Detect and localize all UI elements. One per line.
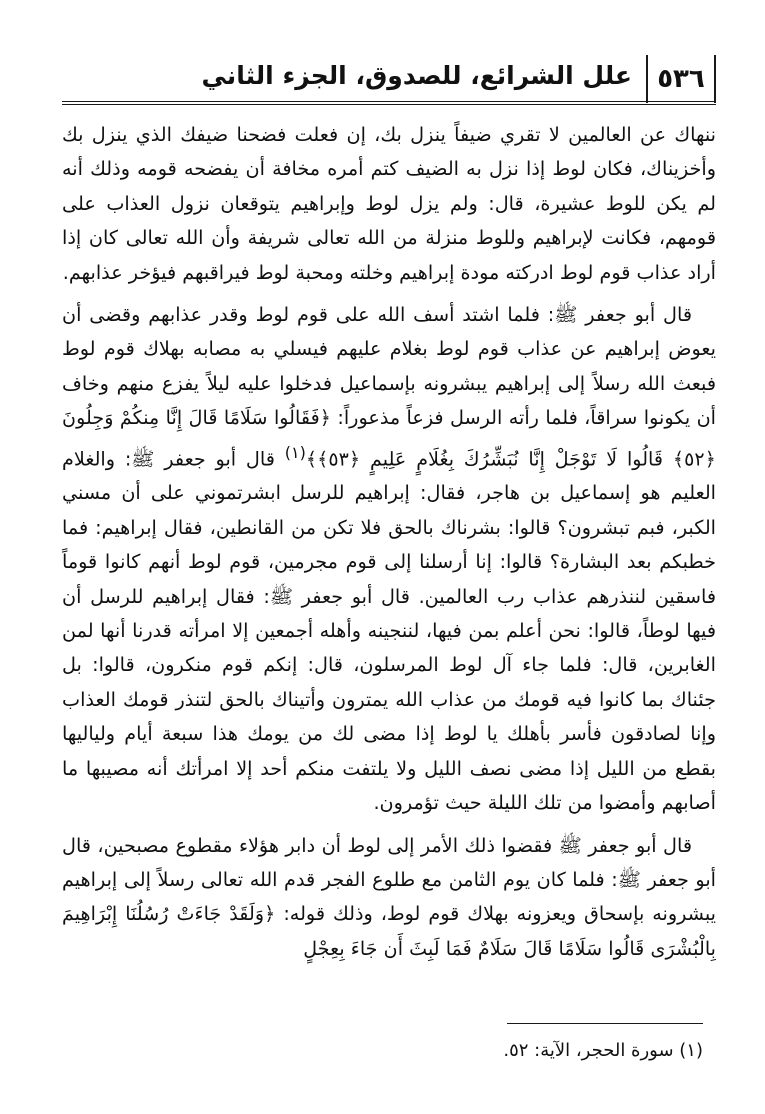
paragraph-2-continuation: قال أبو جعفر ﷺ: والغلام العليم هو إسماعيل بن هاجر، فقال: إبراهيم للرسل ابشرتموني على أن مسني الكبر، فبم تبشرون؟ قالوا: بشرناك بالحق فلا تكن من القانطين، فقال إبراهيم: فما خطبكم بعد البشارة؟ قالوا: إنا أرسلنا إلى قوم مجرمين، قوم لوط أنهم كانوا قوماً فاسقين لننذرهم عذاب رب العالمين. قال أبو جعفر ﷺ: فقال إبراهيم للرسل أن فيها لوطاً، قالوا: نحن أعلم بمن فيها، لننجينه وأهله أجمعين إلا امرأته قدرنا أنها لمن الغابرين، قال: فلما جاء آل لوط المرسلون، قال: إنكم قوم منكرون، قالوا: بل جئناك بما كانوا فيه قومك من عذاب الله يمترون وأتيناك بالحق لتنذر قومك العذاب وإنا لصادقون فأسر بأهلك يا لوط إذا مضى لك من يومك هذا سبعة أيام ولياليها بقطع من الليل إذا مضى نصف الليل ولا يلتفت منكم أحد إلا امرأتك أنه مصيبها ما أصابهم وأمضوا من تلك الليلة حيث تؤمرون.	[62, 447, 716, 815]
footnote: (١) سورة الحجر، الآية: ٥٢.	[503, 1040, 703, 1061]
quran-verse-hud-69: ﴿وَلَقَدْ جَاءَتْ رُسُلُنَا إِبْرَاهِيمَ بِالْبُشْرَى قَالُوا سَلَامًا قَالَ سَلَامٌ فَمَا لَبِثَ أَن جَاءَ بِعِجْلٍ	[62, 902, 716, 960]
paragraph-3	[62, 829, 716, 967]
quran-verse-hijr-52-53: ﴿فَقَالُوا سَلَامًا قَالَ إِنَّا مِنكُمْ وَجِلُونَ ﴿٥٢﴾ قَالُوا لَا تَوْجَلْ إِنَّا نُبَشِّرُكَ بِغُلَامٍ عَلِيمٍ ﴿٥٣﴾﴾	[62, 406, 716, 471]
page-header	[62, 55, 716, 105]
paragraph-3-text: قال أبو جعفر ﷺ فقضوا ذلك الأمر إلى لوط أن دابر هؤلاء مقطوع مصبحين، قال أبو جعفر ﷺ: فلما كان يوم الثامن مع طلوع الفجر قدم الله تعالى رسلاً إلى إبراهيم يبشرونه بإسحاق ويعزونه بهلاك قوم لوط، وذلك قوله:	[62, 833, 716, 926]
paragraph-1: ننهاك عن العالمين لا تقري ضيفاً ينزل بك، إن فعلت فضحنا ضيفك الذي ينزل بك وأخزيناك، فكان لوط إذا نزل به الضيف كتم أمره مخافة أن يفضحه قومه وذلك أنه لم يكن للوط عشيرة، قال: ولم يزل لوط وإبراهيم يتوقعان نزول العذاب على قومهم، فكانت لإبراهيم وللوط منزلة من الله تعالى شريفة وأن الله تعالى كان إذا أراد عذاب قوم لوط ادركته مودة إبراهيم وخلته ومحبة لوط فيراقبهم فيؤخر عذابهم.	[62, 123, 716, 284]
paragraph-2-intro: قال أبو جعفر ﷺ: فلما اشتد أسف الله على قوم لوط وقدر عذابهم وقضى أن يعوض إبراهيم عن عذاب قوم لوط بغلام عليهم فيسلي به مصابه بهلاك قوم لوط فبعث الله رسلاً إلى إبراهيم يبشرونه بإسماعيل فدخلوا عليه ليلاً يفزع منهم وخاف أن يكونوا سراقاً، فلما رأته الرسل فزعاً مذعوراً:	[62, 303, 716, 430]
page-number: ٥٣٦	[646, 55, 716, 103]
page-body	[62, 118, 716, 966]
footnote-marker: (١)	[284, 442, 306, 462]
footnote-divider	[507, 1023, 703, 1024]
paragraph-2	[62, 298, 716, 820]
running-title: علل الشرائع، للصدوق، الجزء الثاني	[201, 61, 632, 90]
header-divider	[62, 101, 716, 105]
